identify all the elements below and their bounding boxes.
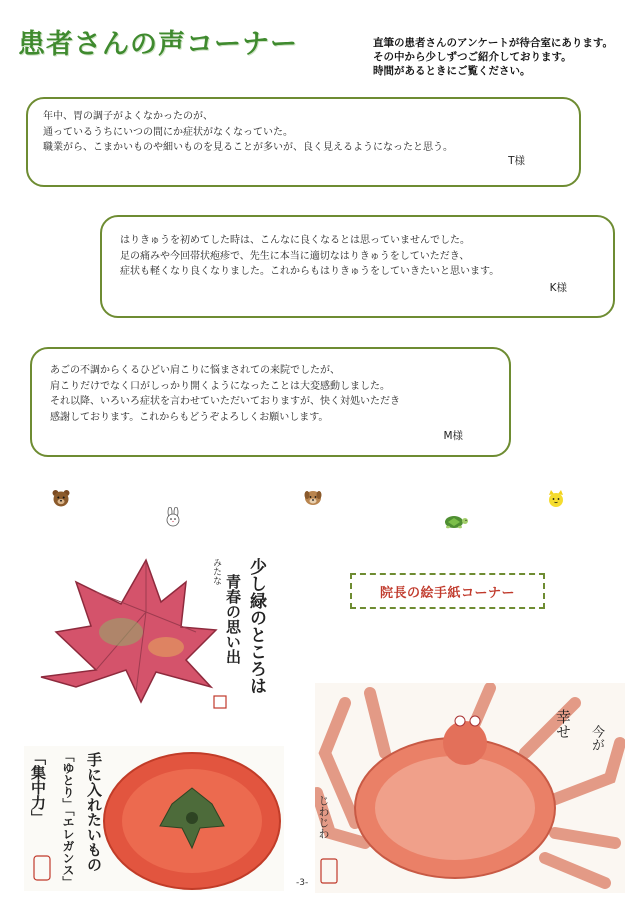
- testimonial-line: 肩こりだけでなく口がしっかり開くようになったことは大変感動しました。: [50, 380, 390, 392]
- testimonial-signature: K様: [549, 282, 567, 294]
- testimonial-line: 通っているうちにいつの間にか症状がなくなっていた。: [43, 126, 293, 138]
- testimonial-line: はりきゅうを初めてした時は、こんなに良くなるとは思っていませんでした。: [120, 235, 470, 246]
- cat-icon: [546, 489, 566, 509]
- director-corner-box: [350, 573, 545, 609]
- painting-caption: じわじわ: [317, 795, 330, 839]
- page-title: 患者さんの声コーナー: [18, 29, 298, 60]
- painting-caption: 「ゆとり」「エレガンス」: [61, 750, 75, 888]
- testimonial-line: 職業がら、こまかいものや細いものを見ることが多いが、良く見えるようになったと思う。: [43, 142, 453, 153]
- testimonial-card: [30, 347, 511, 457]
- turtle-icon: [441, 512, 469, 530]
- intro-line: 時間があるときにご覧ください。: [373, 65, 531, 77]
- testimonial-line: 感謝しております。これからもどうぞよろしくお願いします。: [50, 411, 329, 423]
- leaf-painting: [36, 552, 283, 715]
- crab-painting: [315, 683, 625, 893]
- painting-caption: 幸せ: [554, 709, 572, 739]
- painting-caption: 「集中力」: [29, 750, 47, 825]
- testimonial-line: 症状も軽くなり良くなりました。これからもはりきゅうをしていきたいと思います。: [120, 266, 500, 277]
- persimmon-painting: [24, 746, 284, 891]
- crab-illustration: [315, 683, 625, 893]
- testimonial-line: それ以降、いろいろ症状を言わせていただいておりますが、快く対処いただき: [50, 396, 400, 407]
- dog-icon: [303, 487, 323, 507]
- painting-caption: 今が: [589, 725, 604, 751]
- testimonial-card: [26, 97, 581, 187]
- painting-caption: みたな: [211, 558, 221, 585]
- testimonial-line: 足の痛みや今回帯状疱疹で、先生に本当に適切なはりきゅうをしていただき、: [120, 250, 470, 262]
- painting-caption: 青春の思い出: [224, 574, 242, 664]
- intro-text: [373, 36, 613, 78]
- intro-line: 直筆の患者さんのアンケートが待合室にあります。: [373, 37, 614, 49]
- rabbit-icon: [163, 507, 183, 527]
- testimonial-card: [100, 215, 615, 318]
- testimonial-signature: T様: [508, 155, 525, 167]
- testimonial-line: 年中、胃の調子がよくなかったのが、: [43, 111, 213, 122]
- testimonial-line: あごの不調からくるひどい肩こりに悩まされての来院でしたが、: [50, 365, 340, 376]
- bear-icon: [51, 488, 71, 508]
- page-number: -3-: [296, 878, 309, 888]
- intro-line: その中から少しずつご紹介しております。: [373, 51, 572, 63]
- director-corner-title: 院長の絵手紙コーナー: [379, 585, 515, 601]
- painting-caption: 手に入れたいもの: [85, 752, 103, 872]
- painting-caption: 少し緑のところは: [246, 558, 266, 694]
- testimonial-signature: M様: [443, 430, 463, 442]
